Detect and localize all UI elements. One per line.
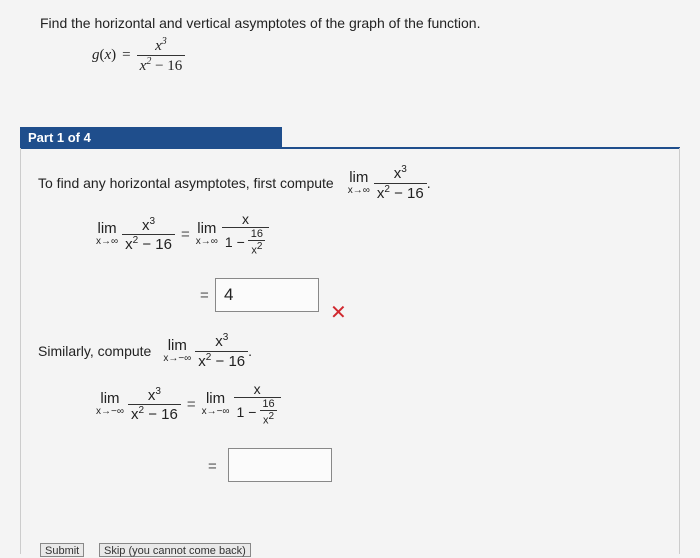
- step2-rewrite-fraction: x 1 − $\frac{16}{x^2}$: [234, 382, 281, 427]
- step2-limit: lim x→−∞: [96, 390, 124, 418]
- function-name: g: [92, 46, 100, 63]
- step1-intro: To find any horizontal asymptotes, first compute lim x→∞ $\frac{x^3}{x^2 - 16}$ .: [38, 164, 431, 202]
- step1-fraction: $\frac{x^3}{x^2 - 16}$: [122, 216, 175, 254]
- step2-equals: =: [186, 396, 196, 414]
- step1-answer-input[interactable]: 4: [215, 278, 319, 312]
- step2-answer-input[interactable]: [228, 448, 332, 482]
- step1-intro-fraction: $\frac{x^3}{x^2 - 16}$: [374, 164, 427, 202]
- incorrect-icon: ✕: [330, 302, 347, 324]
- function-definition: g ( x ) = $\frac{x^3}{x^2 - 16}$: [92, 36, 185, 74]
- function-fraction: $\frac{x^3}{x^2 - 16}$: [137, 36, 186, 74]
- step1-limit: lim x→∞: [96, 220, 119, 248]
- step2-intro: Similarly, compute lim x→−∞ $\frac{x^3}{x^2 - 16}$ .: [38, 332, 253, 370]
- step2-intro-limit: lim x→−∞: [163, 336, 192, 364]
- step2-answer-equals: =: [208, 458, 217, 475]
- step1-work: [96, 212, 269, 257]
- step1-rewrite-limit: lim x→∞: [195, 220, 218, 248]
- step2-fraction: $\frac{x^3}{x^2 - 16}$: [128, 386, 181, 424]
- step1-intro-limit: lim x→∞: [347, 168, 370, 196]
- equals-sign: =: [122, 46, 131, 63]
- step2-intro-fraction: $\frac{x^3}{x^2 - 16}$: [195, 332, 248, 370]
- step2-intro-text: Similarly, compute: [38, 343, 152, 359]
- step1-rewrite-fraction: x 1 − $\frac{16}{x^2}$: [222, 212, 269, 257]
- step1-intro-text: To find any horizontal asymptotes, first compute: [38, 175, 334, 191]
- question-prompt: Find the horizontal and vertical asymptotes of the graph of the function.: [40, 15, 481, 31]
- step1-answer-equals: =: [200, 287, 209, 304]
- step2-rewrite-limit: lim x→−∞: [201, 390, 230, 418]
- part-header: Part 1 of 4: [20, 127, 282, 148]
- step1-equals: =: [180, 226, 190, 244]
- skip-button[interactable]: Skip (you cannot come back): [99, 543, 251, 557]
- function-variable: x: [104, 46, 112, 63]
- step2-work: [96, 382, 281, 427]
- submit-button[interactable]: Submit: [40, 543, 84, 557]
